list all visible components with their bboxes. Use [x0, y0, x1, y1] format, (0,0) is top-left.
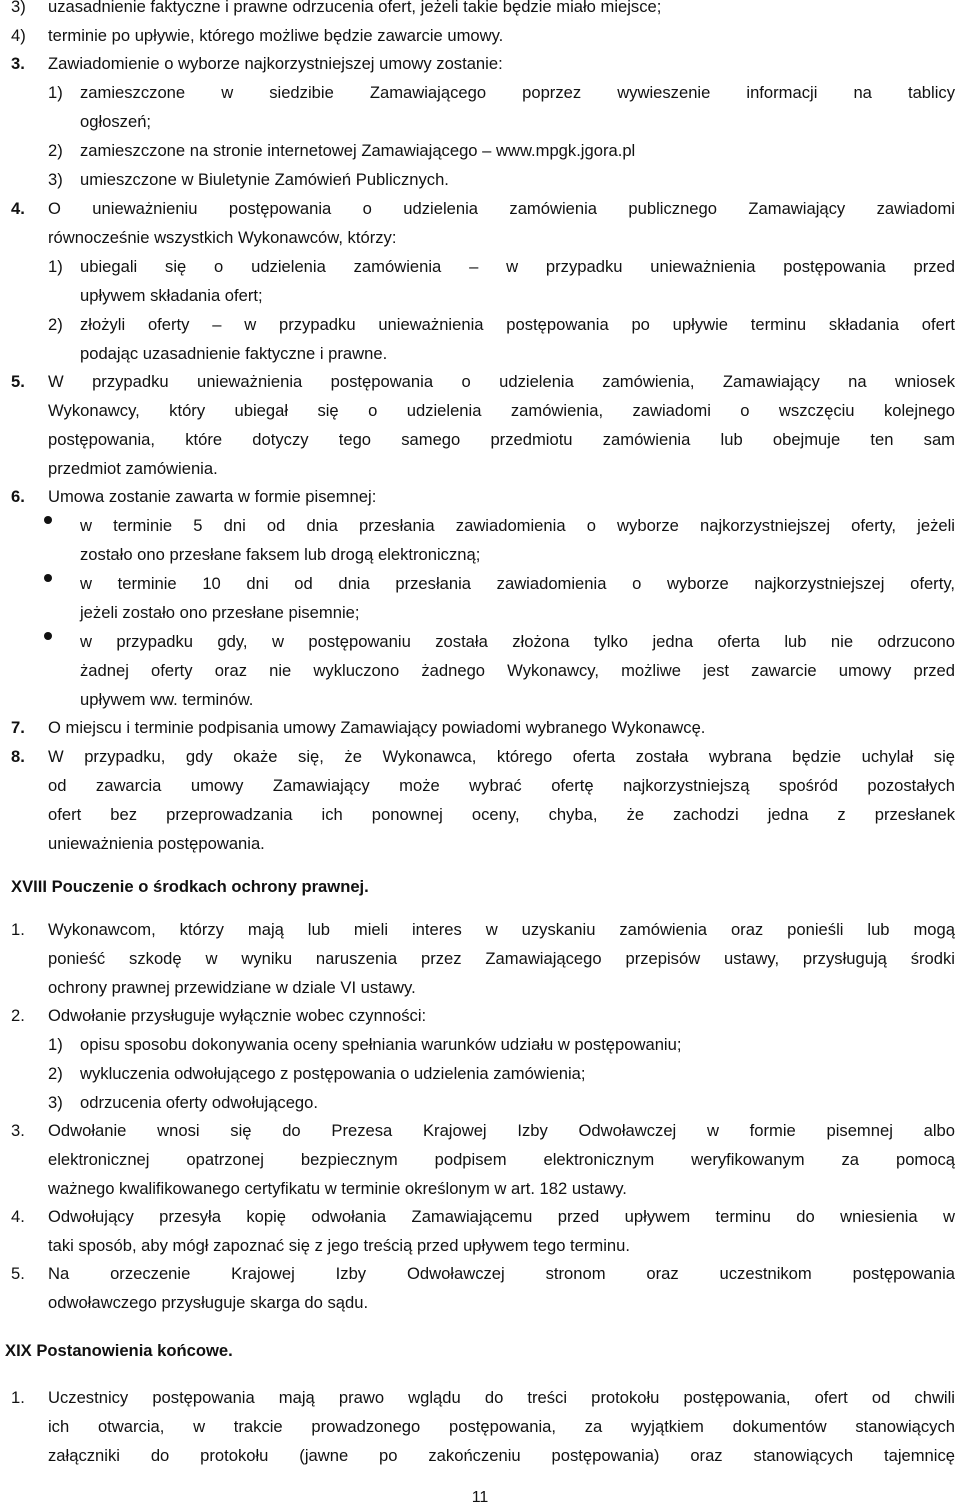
list-item: zostało ono przesłane faksem lub drogą elektroniczną;	[80, 545, 481, 564]
paragraph-number: 1.	[11, 920, 25, 939]
item-text: zamieszczone na stronie internetowej Zamawiającego – www.mpgk.jgora.pl	[80, 141, 636, 160]
paragraph-number: 4.	[11, 199, 25, 218]
item-number: 1)	[48, 257, 63, 276]
section-heading: XVIII Pouczenie o środkach ochrony prawnej.	[11, 877, 369, 896]
section-heading: XIX Postanowienia końcowe.	[5, 1341, 233, 1360]
paragraph-text: załączniki do protokołu (jawne po zakończeniu postępowania) oraz stanowiących tajemnicę	[48, 1446, 955, 1465]
list-item: jeżeli zostało ono przesłane pisemnie;	[80, 603, 360, 622]
paragraph-text: Odwołanie wnosi się do Prezesa Krajowej Izby Odwoławczej w formie pisemnej albo	[48, 1121, 955, 1140]
item-text: ogłoszeń;	[80, 112, 152, 131]
paragraph-text: O miejscu i terminie podpisania umowy Zamawiający powiadomi wybranego Wykonawcę.	[48, 718, 706, 737]
item-text: upływem składania ofert;	[80, 286, 263, 305]
paragraph-text: ochrony prawnej przewidziane w dziale VI ustawy.	[48, 978, 416, 997]
paragraph-text: Wykonawcom, którzy mają lub mieli interes w uzyskaniu zamówienia oraz ponieśli lub mogą	[48, 920, 955, 939]
bullet-icon	[44, 516, 52, 524]
bullet-icon	[44, 574, 52, 582]
paragraph-number: 8.	[11, 747, 25, 766]
paragraph-number: 2.	[11, 1006, 25, 1025]
paragraph-number: 1.	[11, 1388, 25, 1407]
paragraph-text: taki sposób, aby mógł zapoznać się z jego treścią przed upływem tego terminu.	[48, 1236, 630, 1255]
item-text: terminie po upływie, którego możliwe będzie zawarcie umowy.	[48, 26, 504, 45]
paragraph-text: przedmiot zamówienia.	[48, 459, 218, 478]
paragraph-text: ofert bez przeprowadzania ich ponownej oceny, chyba, że zachodzi jedna z przesłanek	[48, 805, 955, 824]
paragraph-text: Uczestnicy postępowania mają prawo wglądu do treści protokołu postępowania, ofert od chwili	[48, 1388, 955, 1407]
paragraph-text: Zawiadomienie o wyborze najkorzystniejszej umowy zostanie:	[48, 54, 503, 73]
page-number: 11	[471, 1489, 489, 1506]
paragraph-text: równocześnie wszystkich Wykonawców, którzy:	[48, 228, 397, 247]
item-text: umieszczone w Biuletynie Zamówień Publicznych.	[80, 170, 449, 189]
item-text: odrzucenia oferty odwołującego.	[80, 1093, 318, 1112]
paragraph-text: Na orzeczenie Krajowej Izby Odwoławczej stronom oraz uczestnikom postępowania	[48, 1264, 955, 1283]
paragraph-text: W przypadku unieważnienia postępowania o udzielenia zamówienia, Zamawiający na wniosek	[48, 372, 955, 391]
paragraph-text: elektronicznej opatrzonej bezpiecznym podpisem elektronicznym weryfikowanym za pomocą	[48, 1150, 955, 1169]
paragraph-number: 5.	[11, 372, 25, 391]
item-text: opisu sposobu dokonywania oceny spełniania warunków udziału w postępowaniu;	[80, 1035, 682, 1054]
paragraph-number: 7.	[11, 718, 25, 737]
list-item: w przypadku gdy, w postępowaniu została złożona tylko jedna oferta lub nie odrzucono	[80, 632, 955, 651]
paragraph-number: 5.	[11, 1264, 25, 1283]
item-text: złożyli oferty – w przypadku unieważnienia postępowania po upływie terminu składania ofert	[80, 315, 955, 334]
paragraph-text: ponieść szkodę w wyniku naruszenia przez Zamawiającego przepisów ustawy, przysługują środki	[48, 949, 955, 968]
paragraph-text: od zawarcia umowy Zamawiający może wybrać ofertę najkorzystniejszą spośród pozostałych	[48, 776, 955, 795]
paragraph-text: W przypadku, gdy okaże się, że Wykonawca, którego oferta została wybrana będzie uchylał się	[48, 747, 955, 766]
item-number: 2)	[48, 1064, 63, 1083]
item-number: 2)	[48, 141, 63, 160]
item-number: 3)	[11, 0, 26, 16]
item-text: ubiegali się o udzielenia zamówienia – w przypadku unieważnienia postępowania przed	[80, 257, 955, 276]
item-number: 2)	[48, 315, 63, 334]
item-number: 4)	[11, 26, 26, 45]
paragraph-text: Odwołujący przesyła kopię odwołania Zamawiającemu przed upływem terminu do wniesienia w	[48, 1207, 955, 1226]
paragraph-text: Umowa zostanie zawarta w formie pisemnej:	[48, 487, 377, 506]
bullet-icon	[44, 632, 52, 640]
paragraph-text: Odwołanie przysługuje wyłącznie wobec czynności:	[48, 1006, 427, 1025]
item-number: 1)	[48, 1035, 63, 1054]
paragraph-text: O unieważnieniu postępowania o udzielenia zamówienia publicznego Zamawiający zawiadomi	[48, 199, 955, 218]
item-text: wykluczenia odwołującego z postępowania o udzielenia zamówienia;	[80, 1064, 586, 1083]
paragraph-text: Wykonawcy, który ubiegał się o udzielenia zamówienia, zawiadomi o wszczęciu kolejnego	[48, 401, 955, 420]
paragraph-number: 6.	[11, 487, 25, 506]
paragraph-text: postępowania, które dotyczy tego samego przedmiotu zamówienia lub obejmuje ten sam	[48, 430, 955, 449]
list-item: upływem ww. terminów.	[80, 690, 254, 709]
list-item: w terminie 5 dni od dnia przesłania zawiadomienia o wyborze najkorzystniejszej oferty, jeżeli	[80, 516, 955, 535]
list-item: żadnej oferty oraz nie wykluczono żadnego Wykonawcy, możliwe jest zawarcie umowy przed	[80, 661, 955, 680]
paragraph-text: unieważnienia postępowania.	[48, 834, 265, 853]
paragraph-text: ich otwarcia, w trakcie prowadzonego postępowania, za wyjątkiem dokumentów stanowiących	[48, 1417, 955, 1436]
paragraph-number: 3.	[11, 1121, 25, 1140]
item-number: 3)	[48, 1093, 63, 1112]
paragraph-text: ważnego kwalifikowanego certyfikatu w terminie określonym w art. 182 ustawy.	[48, 1179, 627, 1198]
item-text: uzasadnienie faktyczne i prawne odrzucenia ofert, jeżeli takie będzie miało miejsce;	[48, 0, 662, 16]
item-number: 1)	[48, 83, 63, 102]
item-text: zamieszczone w siedzibie Zamawiającego poprzez wywieszenie informacji na tablicy	[80, 83, 955, 102]
paragraph-number: 3.	[11, 54, 25, 73]
item-number: 3)	[48, 170, 63, 189]
paragraph-number: 4.	[11, 1207, 25, 1226]
paragraph-text: odwoławczego przysługuje skarga do sądu.	[48, 1293, 369, 1312]
list-item: w terminie 10 dni od dnia przesłania zawiadomienia o wyborze najkorzystniejszej oferty,	[80, 574, 955, 593]
item-text: podając uzasadnienie faktyczne i prawne.	[80, 344, 388, 363]
